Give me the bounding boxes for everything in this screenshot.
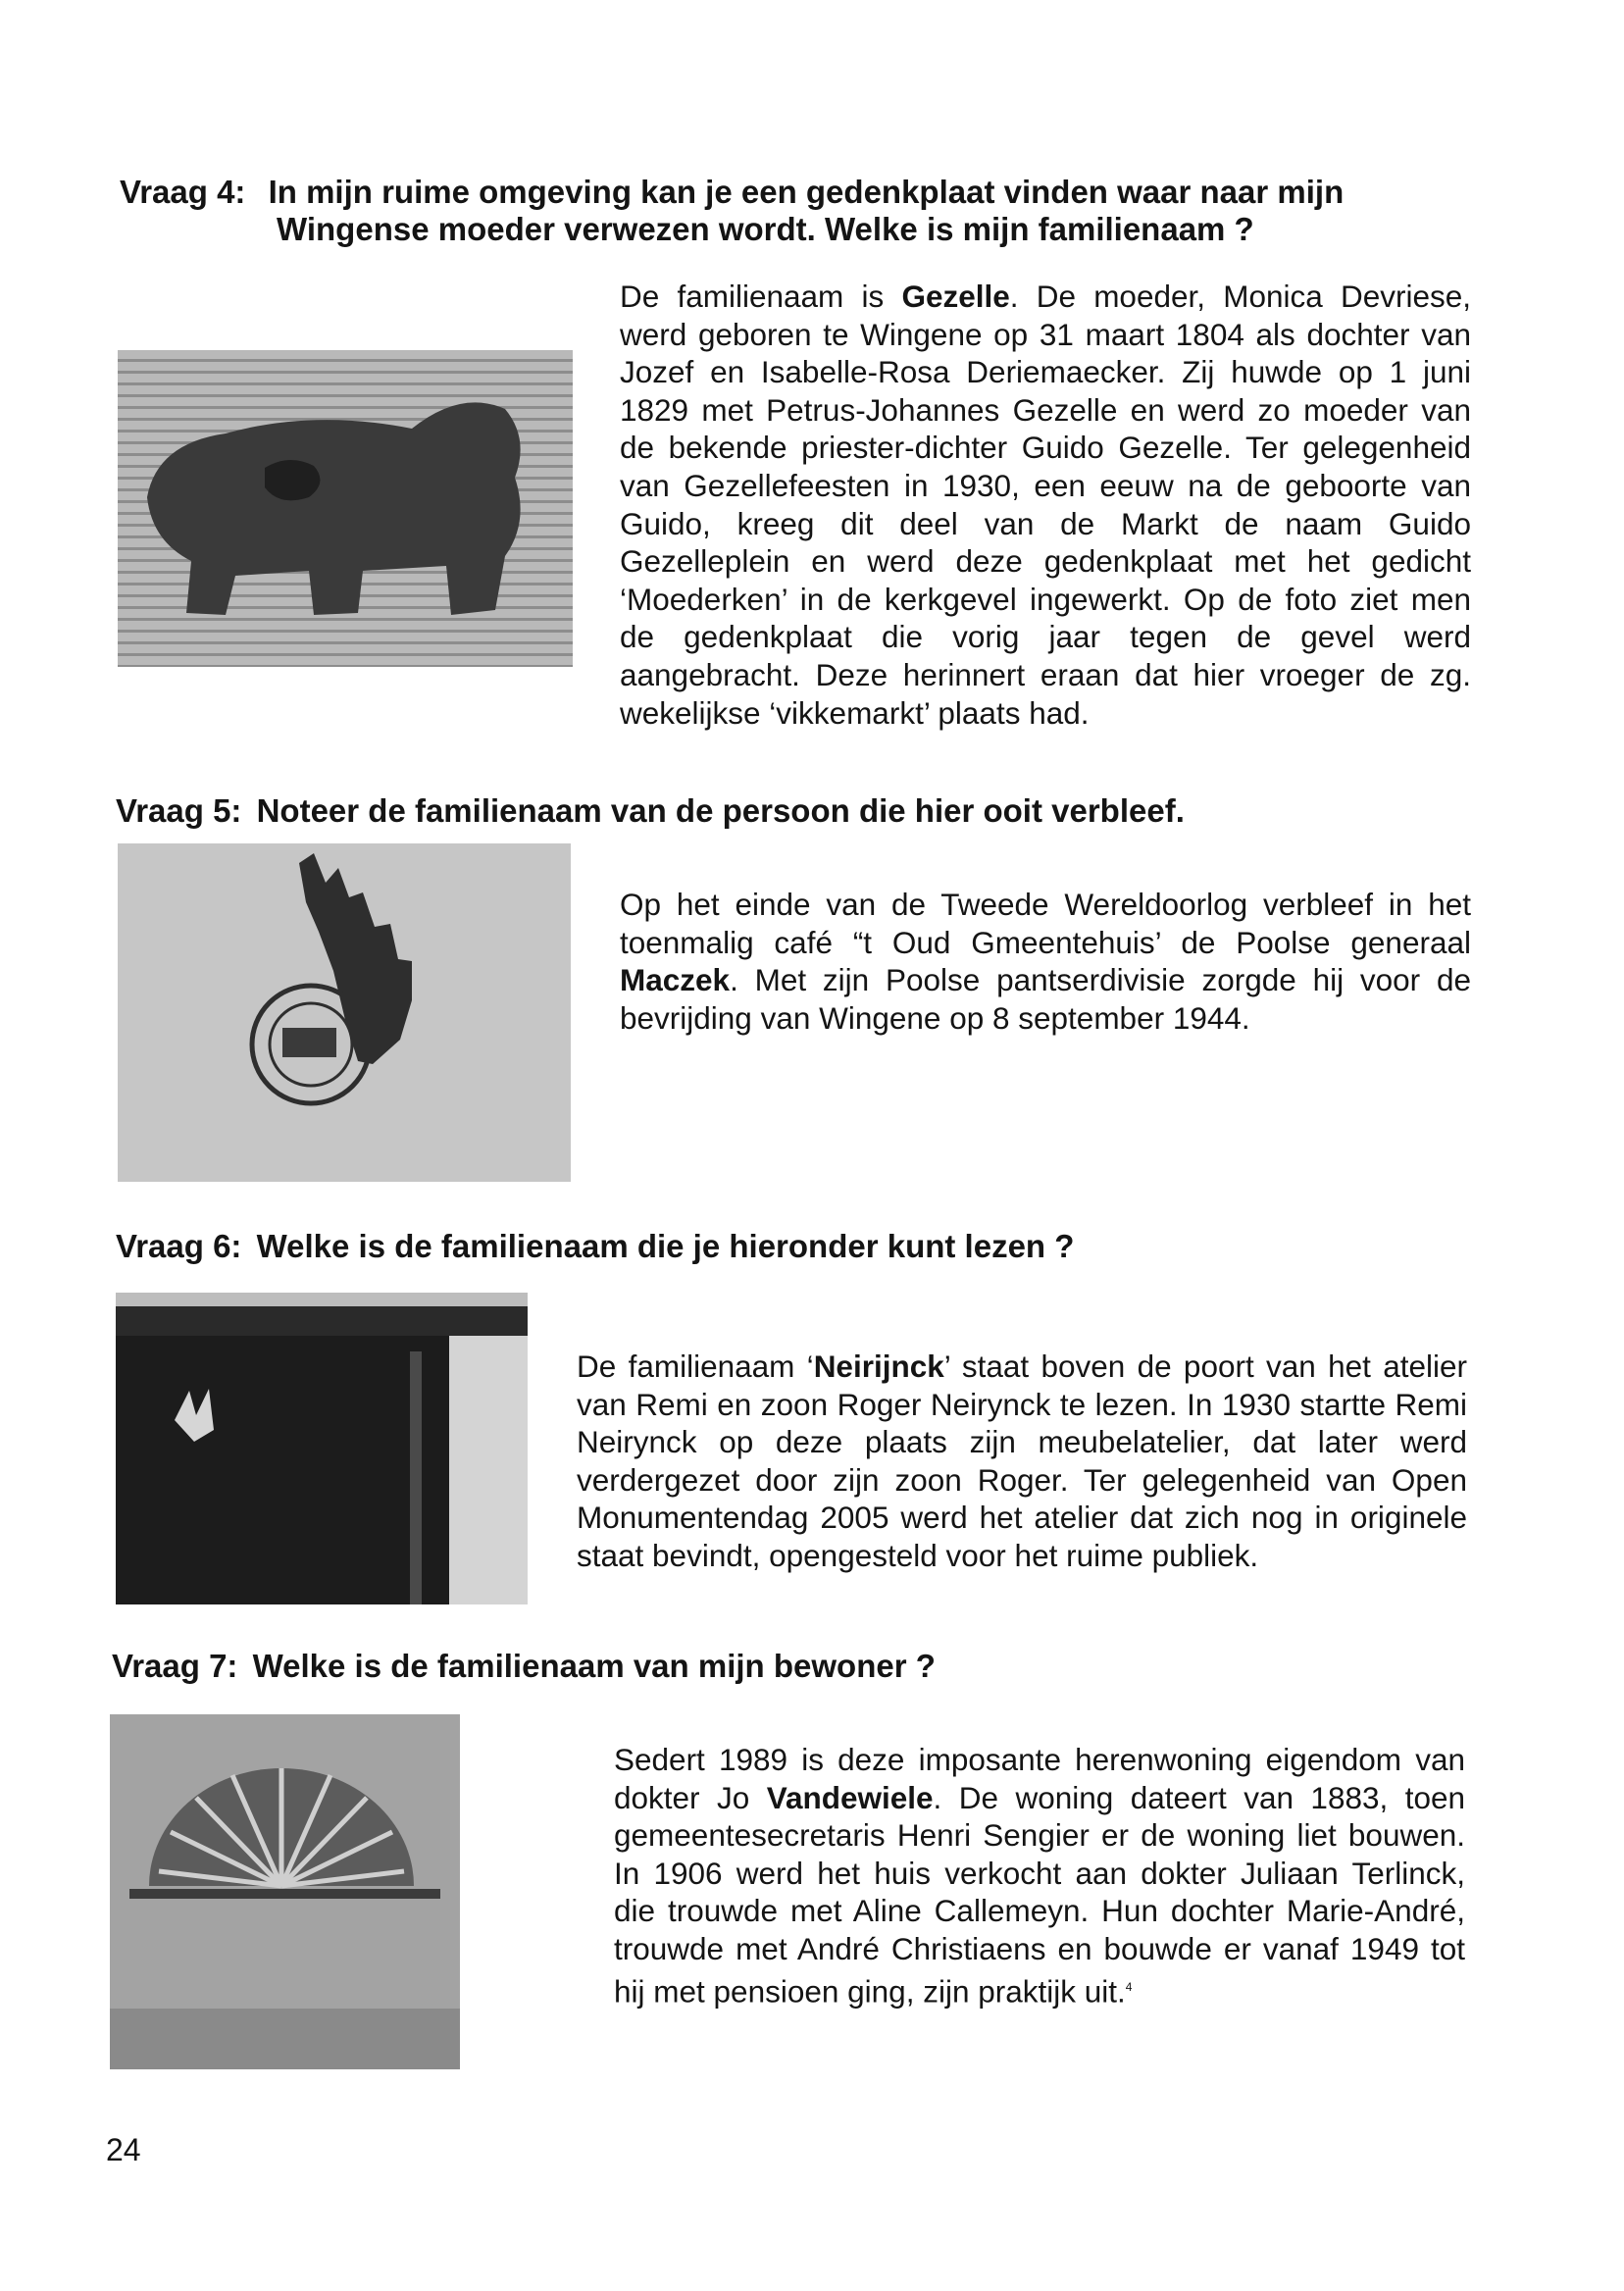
question-6-label: Vraag 6:	[116, 1228, 242, 1264]
question-4-heading-line2: Wingense moeder verwezen wordt. Welke is mijn familienaam ?	[277, 211, 1254, 247]
question-5-line1: Noteer de familienaam van de persoon die hier ooit verbleef.	[256, 792, 1185, 829]
question-6-heading	[116, 1228, 1489, 1265]
question-4-line1: In mijn ruime omgeving kan je een gedenkplaat vinden waar naar mijn	[268, 174, 1345, 210]
question-4-heading	[120, 174, 1473, 211]
question-5-heading	[116, 792, 1489, 830]
question-5-answer: Op het einde van de Tweede Wereldoorlog verbleef in het toenmalig café “t Oud Gmeentehuis’ de Poolse generaal Maczek. Met zijn Poolse pantserdivisie zorgde hij voor de bevrijding van Wingene op 8 september 1944.	[620, 887, 1471, 1036]
page-number: 24	[106, 2132, 141, 2167]
memorial-plaque-photo	[118, 350, 573, 667]
polish-emblem-photo	[118, 843, 571, 1182]
question-6-answer: De familienaam ‘Neirijnck’ staat boven de poort van het atelier van Remi en zoon Roger Neirynck te lezen. In 1930 startte Remi Neirynck op deze plaats zijn meubelatelier, dat later werd verdergezet door zijn zoon Roger. Ter gelegenheid van Open Monumentendag 2005 werd het atelier dat zich nog in originele staat bevindt, opengesteld voor het ruime publiek.	[577, 1349, 1467, 1573]
answer-name-neirijnck: Neirijnck	[813, 1349, 944, 1384]
question-4-answer: De familienaam is Gezelle. De moeder, Monica Devriese, werd geboren te Wingene op 31 maart 1804 als dochter van Jozef en Isabelle-Rosa Deriemaecker. Zij huwde op 1 juni 1829 met Petrus-Johannes Gezelle en werd zo moeder van de bekende priester-dichter Guido Gezelle. Ter gelegenheid van Gezellefeesten in 1930, een eeuw na de geboorte van Guido, kreeg dit deel van de Markt de naam Guido Gezelleplein en werd deze gedenkplaat met het gedicht ‘Moederken’ in de kerkgevel ingewerkt. Op de foto ziet men de gedenkplaat die vorig jaar tegen de gevel werd aangebracht. Deze herinnert eraan dat hier vroeger de zg. wekelijkse ‘vikkemarkt’ plaats had.	[620, 279, 1472, 731]
footnote-marker: 4	[1125, 1979, 1133, 1994]
question-7-heading	[112, 1648, 1485, 1685]
shell-ornament-photo	[110, 1714, 460, 2069]
question-6-line1: Welke is de familienaam die je hieronder kunt lezen ?	[256, 1228, 1075, 1264]
workshop-gate-photo	[116, 1293, 528, 1604]
answer-name-vandewiele: Vandewiele	[766, 1779, 934, 1815]
answer-name-gezelle: Gezelle	[901, 279, 1010, 314]
question-7-label: Vraag 7:	[112, 1648, 238, 1684]
question-4-label: Vraag 4:	[120, 174, 246, 210]
answer-name-maczek: Maczek	[620, 962, 731, 998]
question-7-answer: Sedert 1989 is deze imposante herenwoning eigendom van dokter Jo Vandewiele. De woning dateert van 1883, toen gemeentesecretaris Henri Sengier er de woning liet bouwen. In 1906 werd het huis verkocht aan dokter Juliaan Terlinck, die trouwde met Aline Callemeyn. Hun dochter Marie-André, trouwde met André Christiaens en bouwde er vanaf 1949 tot hij met pensioen ging, zijn praktijk uit.$^4$	[614, 1742, 1466, 2010]
question-5-label: Vraag 5:	[116, 792, 242, 829]
question-7-line1: Welke is de familienaam van mijn bewoner ?	[252, 1648, 936, 1684]
